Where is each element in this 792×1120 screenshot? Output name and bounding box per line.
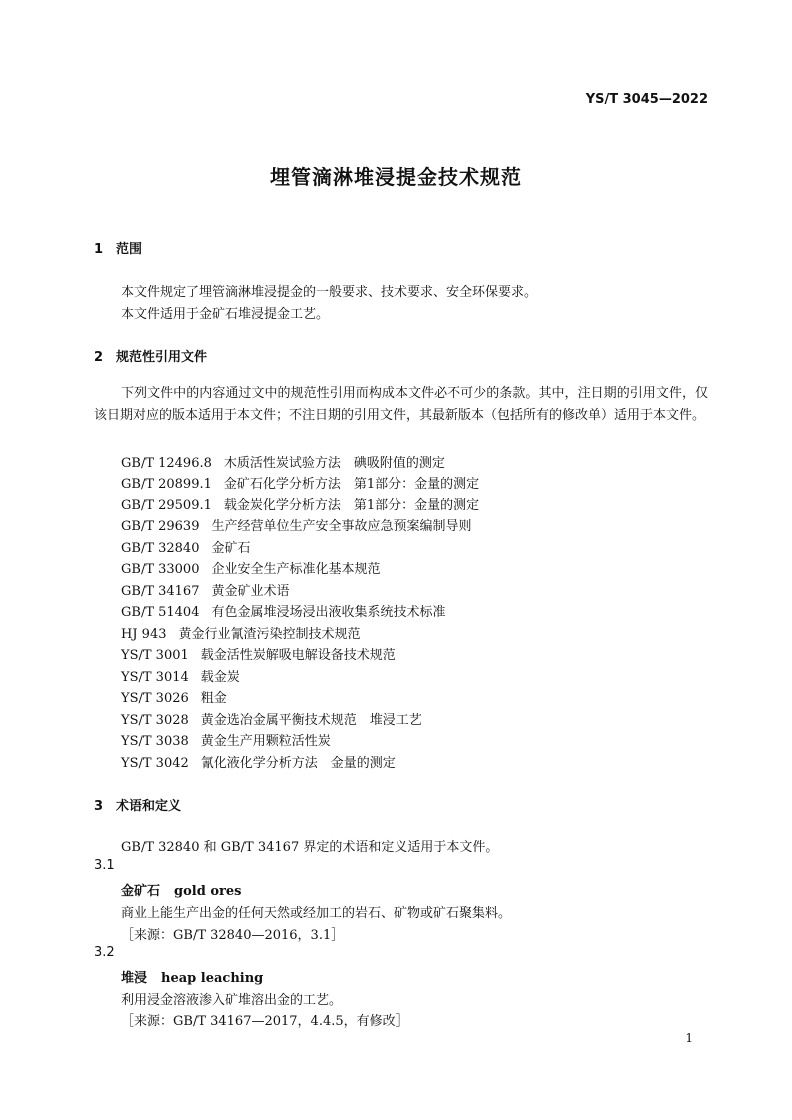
document-title: 埋管滴淋堆浸提金技术规范	[270, 165, 522, 189]
term-definition: 利用浸金溶液渗入矿堆溶出金的工艺。	[121, 993, 343, 1008]
reference-item	[121, 601, 446, 620]
section-number: 2	[94, 350, 104, 365]
reference-code: GB/T 20899.1	[121, 477, 212, 492]
reference-name: 生产经营单位生产安全事故应急预案编制导则	[211, 519, 472, 534]
reference-code: GB/T 29509.1	[121, 498, 212, 513]
reference-code: GB/T 32840	[121, 541, 200, 556]
term-number: 3.1	[94, 858, 115, 873]
reference-name: 载金炭化学分析方法 第1部分：金量的测定	[223, 498, 480, 513]
section-title: 规范性引用文件	[116, 350, 208, 365]
paragraph: 本文件规定了埋管滴淋堆浸提金的一般要求、技术要求、安全环保要求。	[121, 285, 538, 300]
reference-code: YS/T 3014	[121, 670, 189, 685]
term-english: heap leaching	[161, 971, 264, 986]
term-chinese: 堆浸	[121, 971, 148, 986]
term-english: gold ores	[174, 884, 242, 899]
reference-item	[121, 515, 472, 534]
reference-item	[121, 730, 331, 749]
section-2-heading	[94, 346, 207, 365]
reference-item	[121, 537, 251, 556]
reference-name: 载金活性炭解吸电解设备技术规范	[200, 648, 396, 663]
reference-name: 黄金选冶金属平衡技术规范 堆浸工艺	[200, 713, 422, 728]
reference-code: GB/T 33000	[121, 562, 200, 577]
reference-item	[121, 752, 396, 771]
reference-code: YS/T 3026	[121, 691, 189, 706]
reference-name: 黄金行业氰渣污染控制技术规范	[178, 627, 361, 642]
section-1-heading	[94, 238, 142, 257]
reference-code: HJ 943	[121, 627, 167, 642]
section-number: 3	[94, 799, 104, 814]
reference-item	[121, 473, 479, 492]
term-heading	[121, 967, 263, 986]
reference-code: YS/T 3028	[121, 713, 189, 728]
reference-name: 黄金矿业术语	[211, 584, 290, 599]
section-title: 术语和定义	[116, 799, 182, 814]
reference-code: GB/T 51404	[121, 605, 200, 620]
reference-item	[121, 709, 422, 728]
reference-name: 木质活性炭试验方法 碘吸附值的测定	[223, 456, 445, 471]
reference-item	[121, 687, 227, 706]
reference-item	[121, 580, 290, 599]
reference-name: 金矿石化学分析方法 第1部分：金量的测定	[223, 477, 480, 492]
reference-code: GB/T 34167	[121, 584, 200, 599]
reference-item	[121, 494, 479, 513]
reference-item	[121, 644, 396, 663]
section-3-heading	[94, 795, 181, 814]
reference-name: 粗金	[200, 691, 227, 706]
reference-item	[121, 452, 445, 471]
reference-code: YS/T 3038	[121, 734, 189, 749]
reference-code: YS/T 3042	[121, 756, 189, 771]
term-heading	[121, 880, 241, 899]
reference-code: GB/T 12496.8	[121, 456, 212, 471]
reference-name: 黄金生产用颗粒活性炭	[200, 734, 331, 749]
paragraph: 本文件适用于金矿石堆浸提金工艺。	[121, 307, 330, 322]
reference-name: 载金炭	[200, 670, 240, 685]
reference-name: 企业安全生产标准化基本规范	[211, 562, 381, 577]
term-number: 3.2	[94, 945, 115, 960]
reference-name: 有色金属堆浸场浸出液收集系统技术标准	[211, 605, 446, 620]
term-chinese: 金矿石	[121, 884, 161, 899]
reference-code: GB/T 29639	[121, 519, 200, 534]
term-definition: 商业上能生产出金的任何天然或经加工的岩石、矿物或矿石聚集料。	[121, 906, 512, 921]
page-number: 1	[685, 1031, 693, 1045]
reference-code: YS/T 3001	[121, 648, 189, 663]
section-3-intro: GB/T 32840 和 GB/T 34167 界定的术语和定义适用于本文件。	[121, 840, 499, 855]
standard-number: YS/T 3045—2022	[585, 92, 708, 107]
term-source: ［来源：GB/T 32840—2016，3.1］	[121, 928, 345, 943]
reference-name: 氰化液化学分析方法 金量的测定	[200, 756, 396, 771]
reference-name: 金矿石	[211, 541, 251, 556]
reference-item	[121, 623, 361, 642]
reference-item	[121, 558, 381, 577]
section-2-intro: 下列文件中的内容通过文中的规范性引用而构成本文件必不可少的条款。其中，注日期的引用文件，仅该日期对应的版本适用于本文件；不注日期的引用文件，其最新版本（包括所有的修改单）适用于本文件。	[94, 386, 708, 423]
section-title: 范围	[116, 242, 143, 257]
section-number: 1	[94, 242, 104, 257]
term-source: ［来源：GB/T 34167—2017，4.4.5，有修改］	[121, 1014, 409, 1029]
reference-item	[121, 666, 240, 685]
